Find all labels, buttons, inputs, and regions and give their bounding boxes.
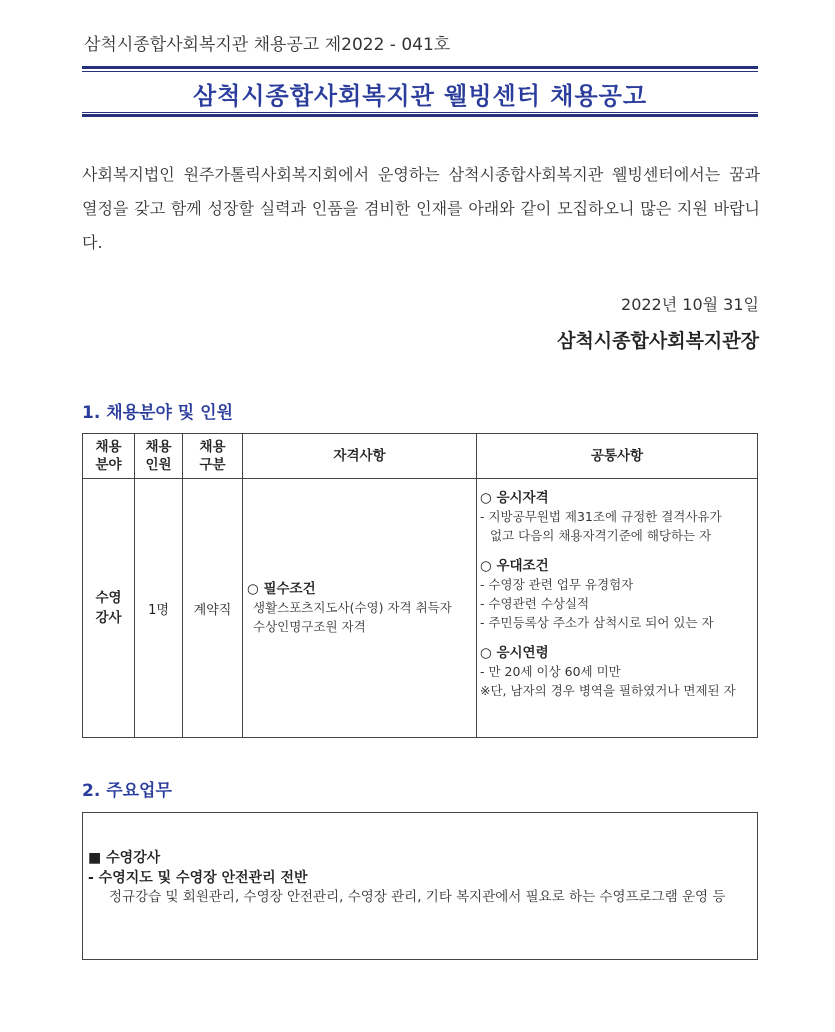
section-heading-duties: 2. 주요업무 bbox=[82, 781, 172, 801]
table-header-row bbox=[83, 434, 758, 479]
cell-common bbox=[477, 479, 758, 738]
common-line: - 지방공무원법 제31조에 규정한 결격사유가 bbox=[480, 509, 722, 524]
duty-subtitle: - 수영지도 및 수영장 안전관리 전반 bbox=[88, 870, 308, 886]
common-line: 없고 다음의 채용자격기준에 해당하는 자 bbox=[490, 528, 712, 543]
common-line: ※단, 남자의 경우 병역을 필하였거나 면제된 자 bbox=[480, 683, 736, 698]
title-rule-bottom-thin bbox=[82, 112, 758, 113]
header-count: 채용 인원 bbox=[135, 434, 183, 479]
page-title: 삼척시종합사회복지관 웰빙센터 채용공고 bbox=[192, 82, 648, 110]
common-line: - 만 20세 이상 60세 미만 bbox=[480, 664, 621, 679]
intro-paragraph: 사회복지법인 원주가톨릭사회복지회에서 운영하는 삼척시종합사회복지관 웰빙센터에서는 꿈과 열정을 갖고 함께 성장할 실력과 인품을 겸비한 인재를 아래와 같이 모집하오니 많은 지원 바랍니다. bbox=[82, 165, 760, 252]
common-heading-age: ○ 응시연령 bbox=[480, 645, 549, 661]
recruitment-table bbox=[82, 433, 758, 738]
section-heading-recruitment: 1. 채용분야 및 인원 bbox=[82, 403, 233, 423]
duty-title: ■ 수영강사 bbox=[88, 850, 161, 866]
notice-number: 삼척시종합사회복지관 채용공고 제2022 - 041호 bbox=[84, 35, 451, 55]
header-common: 공통사항 bbox=[477, 434, 758, 479]
cell-field: 수영 강사 bbox=[83, 479, 135, 738]
title-rule-bottom bbox=[82, 114, 758, 117]
qualification-line: 생활스포츠지도사(수영) 자격 취득자 bbox=[253, 600, 452, 615]
title-rule-top bbox=[82, 66, 758, 69]
table-row bbox=[83, 479, 758, 738]
common-heading-eligibility: ○ 응시자격 bbox=[480, 490, 549, 506]
cell-count: 1명 bbox=[135, 479, 183, 738]
header-qualification: 자격사항 bbox=[243, 434, 477, 479]
common-line: - 수영장 관련 업무 유경험자 bbox=[480, 577, 634, 592]
common-heading-preference: ○ 우대조건 bbox=[480, 558, 549, 574]
qualification-line: 수상인명구조원 자격 bbox=[253, 619, 366, 634]
title-rule-top-thin bbox=[82, 71, 758, 72]
duties-box bbox=[82, 812, 758, 960]
duty-description: 정규강습 및 회원관리, 수영장 안전관리, 수영장 관리, 기타 복지관에서 필요로 하는 수영프로그램 운영 등 bbox=[109, 889, 726, 905]
cell-type: 계약직 bbox=[183, 479, 243, 738]
header-type: 채용 구분 bbox=[183, 434, 243, 479]
common-line: - 주민등록상 주소가 삼척시로 되어 있는 자 bbox=[480, 615, 714, 630]
header-field: 채용 분야 bbox=[83, 434, 135, 479]
signer: 삼척시종합사회복지관장 bbox=[557, 330, 759, 352]
common-line: - 수영관련 수상실적 bbox=[480, 596, 590, 611]
notice-date: 2022년 10월 31일 bbox=[621, 295, 759, 314]
qualification-heading: ○ 필수조건 bbox=[247, 581, 316, 597]
cell-qualification bbox=[243, 479, 477, 738]
